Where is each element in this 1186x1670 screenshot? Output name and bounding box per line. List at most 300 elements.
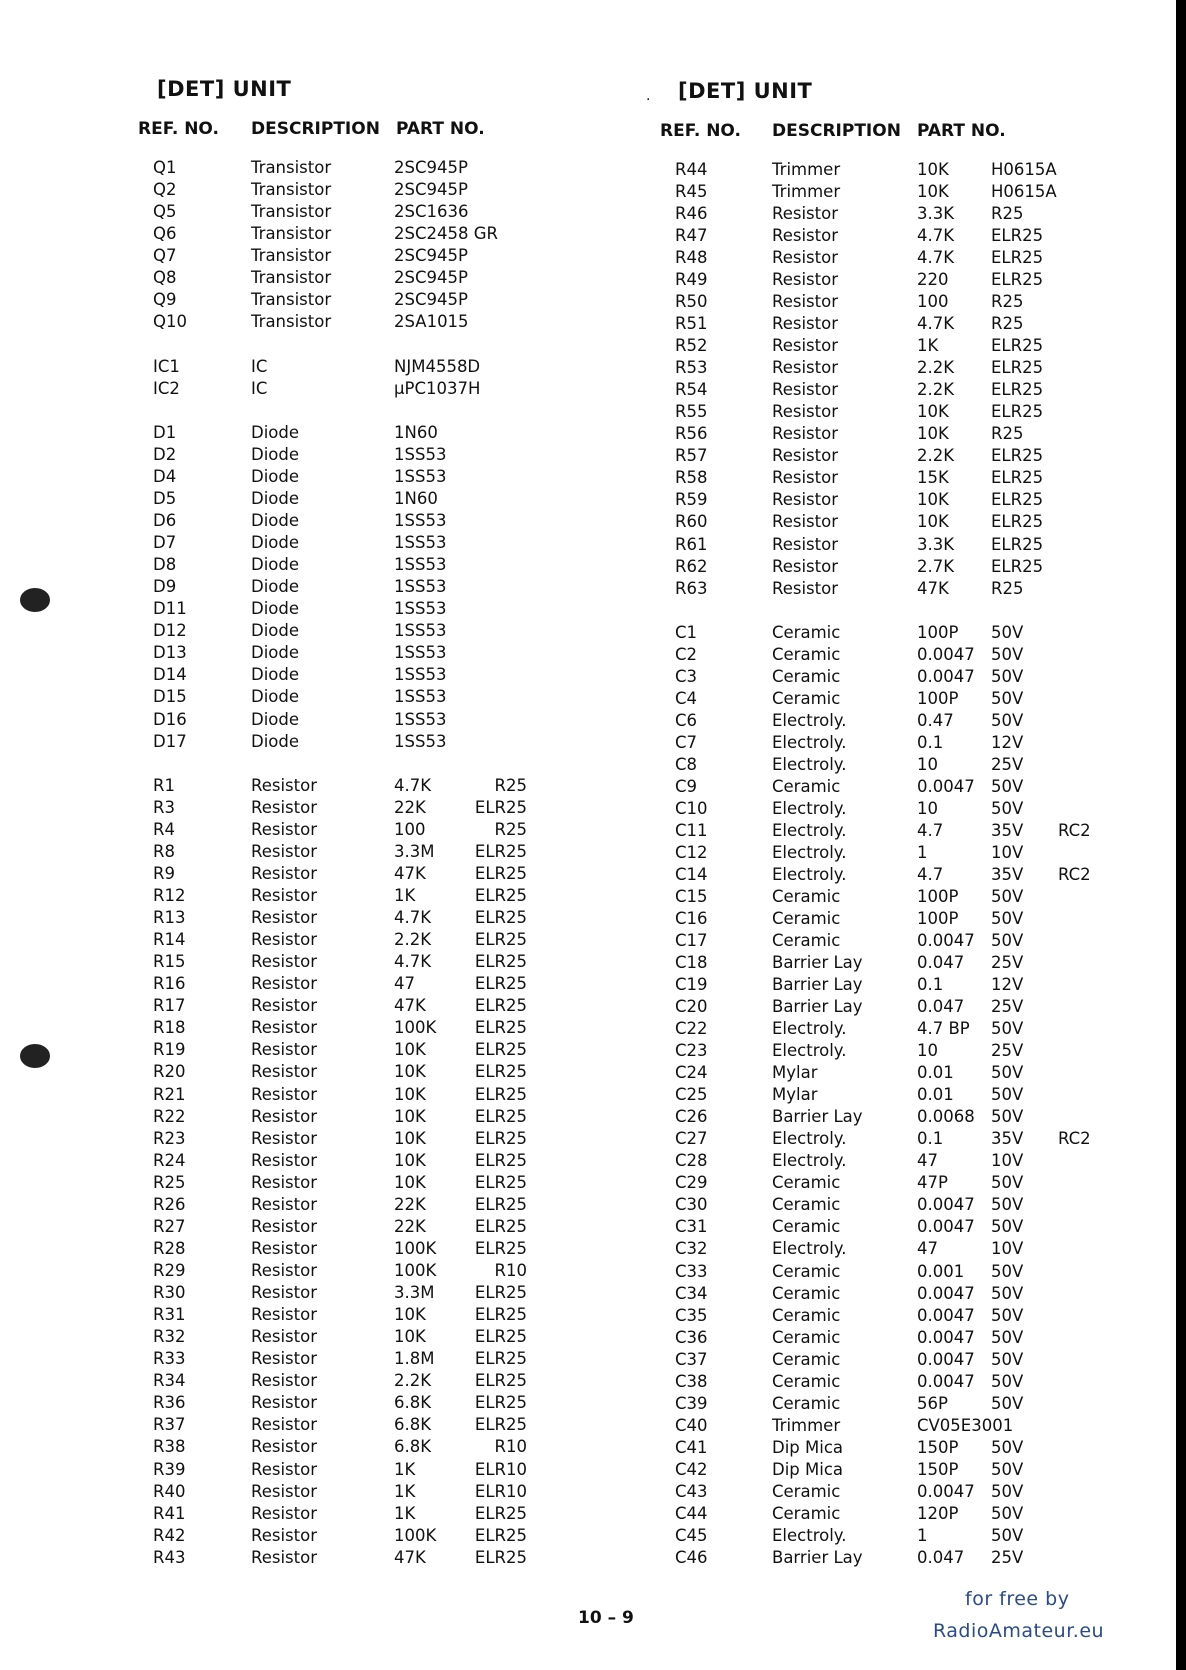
ref-cell: D7 — [153, 533, 177, 553]
part-cell: 0.1 — [917, 732, 944, 752]
spec-cell: 25V — [991, 1041, 1024, 1061]
part-cell: 4.7K — [917, 248, 955, 268]
table-row — [640, 1349, 1186, 1371]
part-cell: 0.0047 — [917, 931, 975, 951]
table-row — [640, 489, 1186, 511]
ref-cell: R46 — [675, 204, 708, 224]
desc-cell: Mylar — [772, 1063, 818, 1083]
table-row — [0, 664, 600, 686]
part-cell: 2.2K — [394, 930, 432, 950]
part-cell: 150P — [917, 1459, 959, 1479]
note-cell: RC2 — [1058, 820, 1091, 840]
table-row — [640, 578, 1186, 600]
ref-cell: R34 — [153, 1371, 186, 1391]
ref-cell: C25 — [675, 1085, 708, 1105]
table-row — [0, 731, 600, 753]
ref-cell: R45 — [675, 182, 708, 202]
spec-cell: 50V — [991, 644, 1024, 664]
right-header-part: PART NO. — [917, 121, 1006, 141]
ref-cell: R60 — [675, 512, 708, 532]
part-cell: 10K — [394, 1305, 426, 1325]
part-cell: 10K — [917, 512, 949, 532]
ref-cell: R42 — [153, 1525, 186, 1545]
table-row — [640, 1018, 1186, 1040]
spec-cell: 35V — [991, 1129, 1024, 1149]
ref-cell: C29 — [675, 1173, 708, 1193]
ref-cell: R26 — [153, 1194, 186, 1214]
part-cell: 0.0047 — [917, 666, 975, 686]
part-cell: 0.0047 — [917, 644, 975, 664]
part-cell: 2SC945P — [394, 180, 468, 200]
spec-cell: ELR25 — [474, 1040, 527, 1060]
ref-cell: Q5 — [153, 202, 177, 222]
ref-cell: R49 — [675, 270, 708, 290]
table-row — [0, 554, 600, 576]
spec-cell: H0615A — [991, 182, 1057, 202]
part-cell: 0.1 — [917, 1129, 944, 1149]
ref-cell: R44 — [675, 160, 708, 179]
part-cell: 10K — [394, 1062, 426, 1082]
credit-line-1: for free by — [965, 1588, 1070, 1610]
desc-cell: Diode — [251, 488, 300, 508]
part-cell: 0.0047 — [917, 1481, 975, 1501]
table-row — [640, 1128, 1186, 1150]
spec-cell: 50V — [991, 688, 1024, 708]
table-row — [0, 157, 600, 179]
table-row — [640, 842, 1186, 864]
table-row — [0, 598, 600, 620]
table-row — [640, 1547, 1186, 1569]
ref-cell: Q9 — [153, 290, 177, 310]
ref-cell: C16 — [675, 909, 708, 929]
part-cell: NJM4558D — [394, 356, 481, 376]
spec-cell: ELR10 — [474, 1459, 527, 1479]
table-row — [0, 1348, 600, 1370]
part-cell: 0.0047 — [917, 1283, 975, 1303]
ref-cell: R63 — [675, 578, 708, 598]
part-cell: 10K — [917, 490, 949, 510]
ref-cell: D6 — [153, 510, 177, 530]
table-row — [640, 1459, 1186, 1481]
table-row — [640, 247, 1186, 269]
spec-cell: R25 — [991, 578, 1024, 598]
ref-cell: D5 — [153, 488, 177, 508]
spec-cell: ELR25 — [474, 1238, 527, 1258]
table-row — [0, 1304, 600, 1326]
table-row — [640, 1216, 1186, 1238]
part-cell: 1SS53 — [394, 643, 447, 663]
part-cell: 2SC945P — [394, 158, 468, 177]
ref-cell: C4 — [675, 688, 698, 708]
ref-cell: Q8 — [153, 268, 177, 288]
desc-cell: Ceramic — [772, 688, 841, 708]
desc-cell: Diode — [251, 510, 300, 530]
table-row — [640, 269, 1186, 291]
ref-cell: C37 — [675, 1349, 708, 1369]
ref-cell: C12 — [675, 842, 708, 862]
table-row — [640, 952, 1186, 974]
ref-cell: D1 — [153, 422, 177, 442]
ref-cell: C8 — [675, 754, 698, 774]
desc-cell: Ceramic — [772, 644, 841, 664]
desc-cell: IC — [251, 378, 268, 398]
note-cell: RC2 — [1058, 1129, 1091, 1149]
spec-cell: 50V — [991, 886, 1024, 906]
table-row — [0, 466, 600, 488]
part-cell: 4.7K — [394, 908, 432, 928]
table-row — [640, 1040, 1186, 1062]
table-row — [0, 907, 600, 929]
table-row — [640, 974, 1186, 996]
table-row — [0, 620, 600, 642]
part-cell: 1SS53 — [394, 466, 447, 486]
desc-cell: Diode — [251, 555, 300, 575]
right-header-desc: DESCRIPTION — [772, 121, 901, 141]
ref-cell: D15 — [153, 687, 187, 707]
table-row — [640, 908, 1186, 930]
spec-cell: ELR25 — [474, 841, 527, 861]
part-cell: 47 — [917, 1239, 938, 1259]
desc-cell: Resistor — [251, 974, 317, 994]
ref-cell: R22 — [153, 1106, 186, 1126]
desc-cell: Resistor — [772, 380, 838, 400]
table-row — [0, 753, 600, 775]
ref-cell: R16 — [153, 974, 186, 994]
table-row — [0, 179, 600, 201]
part-cell: 2SC945P — [394, 268, 468, 288]
spec-cell: 50V — [991, 1019, 1024, 1039]
spec-cell: ELR25 — [474, 1525, 527, 1545]
part-cell: 2.7K — [917, 556, 955, 576]
desc-cell: Resistor — [251, 863, 317, 883]
table-row — [0, 1150, 600, 1172]
table-row — [0, 1172, 600, 1194]
ref-cell: R8 — [153, 841, 175, 861]
table-row — [0, 973, 600, 995]
desc-cell: Resistor — [251, 1283, 317, 1303]
desc-cell: Resistor — [251, 1415, 317, 1435]
table-row — [640, 203, 1186, 225]
part-cell: 1N60 — [394, 422, 438, 442]
ref-cell: Q2 — [153, 180, 177, 200]
desc-cell: Electroly. — [772, 732, 847, 752]
desc-cell: Resistor — [251, 1062, 317, 1082]
ref-cell: C10 — [675, 798, 708, 818]
table-row — [0, 1039, 600, 1061]
spec-cell: ELR25 — [474, 1018, 527, 1038]
ref-cell: C28 — [675, 1151, 708, 1171]
ref-cell: C2 — [675, 644, 698, 664]
part-cell: 1SS53 — [394, 444, 447, 464]
part-cell: 0.0047 — [917, 776, 975, 796]
ref-cell: R33 — [153, 1349, 186, 1369]
ref-cell: R36 — [153, 1393, 186, 1413]
spec-cell: ELR25 — [474, 974, 527, 994]
desc-cell: Resistor — [251, 1349, 317, 1369]
part-cell: 10K — [917, 424, 949, 444]
spec-cell: 12V — [991, 732, 1024, 752]
table-row — [640, 1106, 1186, 1128]
table-row — [0, 1260, 600, 1282]
desc-cell: Resistor — [772, 204, 838, 224]
ref-cell: R61 — [675, 534, 708, 554]
table-row — [640, 225, 1186, 247]
desc-cell: Resistor — [772, 424, 838, 444]
desc-cell: Resistor — [772, 512, 838, 532]
table-row — [0, 1084, 600, 1106]
ref-cell: R12 — [153, 885, 186, 905]
desc-cell: Resistor — [251, 1481, 317, 1501]
left-header-part: PART NO. — [396, 119, 485, 139]
spec-cell: ELR25 — [474, 1349, 527, 1369]
ref-cell: R17 — [153, 996, 186, 1016]
spec-cell: R10 — [494, 1261, 527, 1280]
part-cell: 120P — [917, 1503, 959, 1523]
part-cell: 22K — [394, 1194, 426, 1214]
desc-cell: Electroly. — [772, 1129, 847, 1149]
part-cell: 1SS53 — [394, 510, 447, 530]
spec-cell: 50V — [991, 666, 1024, 686]
part-cell: 2.2K — [917, 358, 955, 378]
table-row — [0, 223, 600, 245]
spec-cell: ELR25 — [474, 1415, 527, 1435]
desc-cell: Ceramic — [772, 931, 841, 951]
spec-cell: R25 — [991, 424, 1024, 444]
part-cell: 10K — [394, 1172, 426, 1192]
desc-cell: Resistor — [251, 1305, 317, 1325]
ref-cell: R14 — [153, 930, 186, 950]
desc-cell: Resistor — [772, 446, 838, 466]
table-row — [0, 1414, 600, 1436]
part-cell: 10K — [917, 402, 949, 422]
desc-cell: Electroly. — [772, 1239, 847, 1259]
spec-cell: 35V — [991, 864, 1024, 884]
ref-cell: C9 — [675, 776, 698, 796]
ref-cell: C43 — [675, 1481, 708, 1501]
desc-cell: Electroly. — [772, 1151, 847, 1171]
ref-cell: R48 — [675, 248, 708, 268]
part-cell: 22K — [394, 797, 426, 817]
desc-cell: Transistor — [251, 180, 332, 200]
desc-cell: Diode — [251, 577, 300, 597]
ref-cell: R1 — [153, 775, 175, 795]
spec-cell: 50V — [991, 909, 1024, 929]
ref-cell: C35 — [675, 1305, 708, 1325]
ref-cell: C15 — [675, 886, 708, 906]
desc-cell: Ceramic — [772, 886, 841, 906]
part-cell: 100 — [917, 292, 949, 312]
table-row — [640, 666, 1186, 688]
ref-cell: D2 — [153, 444, 177, 464]
spec-cell: H0615A — [991, 160, 1057, 179]
desc-cell: Resistor — [772, 556, 838, 576]
spec-cell: ELR25 — [991, 556, 1044, 576]
spec-cell: 50V — [991, 1393, 1024, 1413]
part-cell: 1SS53 — [394, 665, 447, 685]
part-cell: 2SC1636 — [394, 202, 469, 222]
ref-cell: C20 — [675, 997, 708, 1017]
part-cell: 0.047 — [917, 953, 965, 973]
part-cell: 0.47 — [917, 710, 954, 730]
ref-cell: R18 — [153, 1018, 186, 1038]
desc-cell: Trimmer — [772, 182, 841, 202]
ref-cell: C17 — [675, 931, 708, 951]
part-cell: 22K — [394, 1216, 426, 1236]
ref-cell: C7 — [675, 732, 698, 752]
table-row — [0, 709, 600, 731]
desc-cell: Resistor — [251, 797, 317, 817]
desc-cell: Ceramic — [772, 1503, 841, 1523]
part-cell: 6.8K — [394, 1393, 432, 1413]
ref-cell: C46 — [675, 1547, 708, 1567]
part-cell: 10K — [394, 1040, 426, 1060]
desc-cell: Ceramic — [772, 909, 841, 929]
ref-cell: D4 — [153, 466, 177, 486]
ref-cell: R43 — [153, 1547, 186, 1567]
table-row — [0, 1481, 600, 1503]
spec-cell: ELR25 — [991, 358, 1044, 378]
spec-cell: ELR25 — [474, 1393, 527, 1413]
spec-cell: 10V — [991, 842, 1024, 862]
desc-cell: Resistor — [251, 1150, 317, 1170]
ref-cell: C18 — [675, 953, 708, 973]
table-row — [640, 1371, 1186, 1393]
ref-cell: R3 — [153, 797, 175, 817]
page-number: 10 – 9 — [578, 1608, 634, 1628]
desc-cell: Resistor — [251, 1018, 317, 1038]
part-cell: 6.8K — [394, 1415, 432, 1435]
desc-cell: Resistor — [772, 468, 838, 488]
ref-cell: R57 — [675, 446, 708, 466]
table-row — [0, 885, 600, 907]
table-row — [0, 1436, 600, 1458]
table-row — [0, 686, 600, 708]
desc-cell: Resistor — [251, 1437, 317, 1457]
table-row — [0, 488, 600, 510]
desc-cell: Diode — [251, 444, 300, 464]
spec-cell: ELR25 — [991, 270, 1044, 290]
table-row — [640, 423, 1186, 445]
ref-cell: C22 — [675, 1019, 708, 1039]
table-row — [640, 181, 1186, 203]
desc-cell: Ceramic — [772, 776, 841, 796]
desc-cell: Diode — [251, 422, 300, 442]
ref-cell: IC1 — [153, 356, 180, 376]
spec-cell: ELR25 — [991, 512, 1044, 532]
spec-cell: ELR25 — [991, 534, 1044, 554]
table-row — [0, 1370, 600, 1392]
spec-cell: ELR25 — [991, 248, 1044, 268]
part-cell: 4.7 — [917, 820, 944, 840]
table-row — [0, 797, 600, 819]
desc-cell: Diode — [251, 731, 300, 751]
table-row — [0, 378, 600, 400]
part-cell: 10K — [394, 1084, 426, 1104]
spec-cell: ELR25 — [474, 1283, 527, 1303]
credit-line-2: RadioAmateur.eu — [933, 1620, 1105, 1642]
table-row — [0, 576, 600, 598]
right-header-ref: REF. NO. — [660, 121, 741, 141]
spec-cell: 25V — [991, 953, 1024, 973]
desc-cell: Ceramic — [772, 1261, 841, 1281]
table-row — [640, 1503, 1186, 1525]
ref-cell: R21 — [153, 1084, 186, 1104]
part-cell: 3.3K — [917, 204, 955, 224]
table-row — [0, 333, 600, 355]
spec-cell: 50V — [991, 1525, 1024, 1545]
desc-cell: Resistor — [251, 1106, 317, 1126]
spec-cell: ELR25 — [991, 226, 1044, 246]
desc-cell: Resistor — [251, 841, 317, 861]
part-cell: 0.01 — [917, 1063, 954, 1083]
table-row — [640, 1238, 1186, 1260]
table-row — [640, 1481, 1186, 1503]
ref-cell: C14 — [675, 864, 708, 884]
table-row — [640, 1437, 1186, 1459]
ref-cell: R41 — [153, 1503, 186, 1523]
spec-cell: ELR25 — [991, 402, 1044, 422]
spec-cell: ELR25 — [991, 336, 1044, 356]
table-row — [640, 1084, 1186, 1106]
spec-cell: ELR25 — [474, 1172, 527, 1192]
desc-cell: Electroly. — [772, 1041, 847, 1061]
part-cell: 100P — [917, 622, 959, 642]
spec-cell: 50V — [991, 1349, 1024, 1369]
spec-cell: ELR25 — [474, 797, 527, 817]
spec-cell: ELR25 — [474, 1327, 527, 1347]
desc-cell: Resistor — [251, 1172, 317, 1192]
spec-cell: 50V — [991, 1261, 1024, 1281]
desc-cell: Resistor — [772, 270, 838, 290]
desc-cell: Resistor — [251, 1459, 317, 1479]
ref-cell: R15 — [153, 952, 186, 972]
ref-cell: C39 — [675, 1393, 708, 1413]
table-row — [0, 1128, 600, 1150]
part-cell: 3.3M — [394, 1283, 435, 1303]
table-row — [0, 863, 600, 885]
part-cell: 47 — [394, 974, 415, 994]
spec-cell: 50V — [991, 1107, 1024, 1127]
desc-cell: Barrier Lay — [772, 997, 863, 1017]
part-cell: 2.2K — [917, 380, 955, 400]
ref-cell: R52 — [675, 336, 708, 356]
spec-cell: 50V — [991, 1195, 1024, 1215]
table-row — [640, 467, 1186, 489]
ref-cell: C33 — [675, 1261, 708, 1281]
part-cell: 0.047 — [917, 1547, 965, 1567]
table-row — [640, 357, 1186, 379]
part-cell: 3.3K — [917, 534, 955, 554]
part-cell: 100K — [394, 1261, 437, 1280]
desc-cell: Transistor — [251, 224, 332, 244]
spec-cell: 50V — [991, 1503, 1024, 1523]
part-cell: 47K — [394, 1547, 426, 1567]
ref-cell: R56 — [675, 424, 708, 444]
note-cell: RC2 — [1058, 864, 1091, 884]
table-row — [0, 245, 600, 267]
part-cell: 4.7K — [917, 226, 955, 246]
table-row — [640, 445, 1186, 467]
ref-cell: Q6 — [153, 224, 177, 244]
part-cell: 0.0068 — [917, 1107, 975, 1127]
ref-cell: R55 — [675, 402, 708, 422]
table-row — [0, 400, 600, 422]
desc-cell: Resistor — [251, 908, 317, 928]
desc-cell: Diode — [251, 466, 300, 486]
desc-cell: Resistor — [251, 1261, 317, 1280]
part-cell: 0.0047 — [917, 1371, 975, 1391]
ref-cell: R4 — [153, 819, 175, 839]
